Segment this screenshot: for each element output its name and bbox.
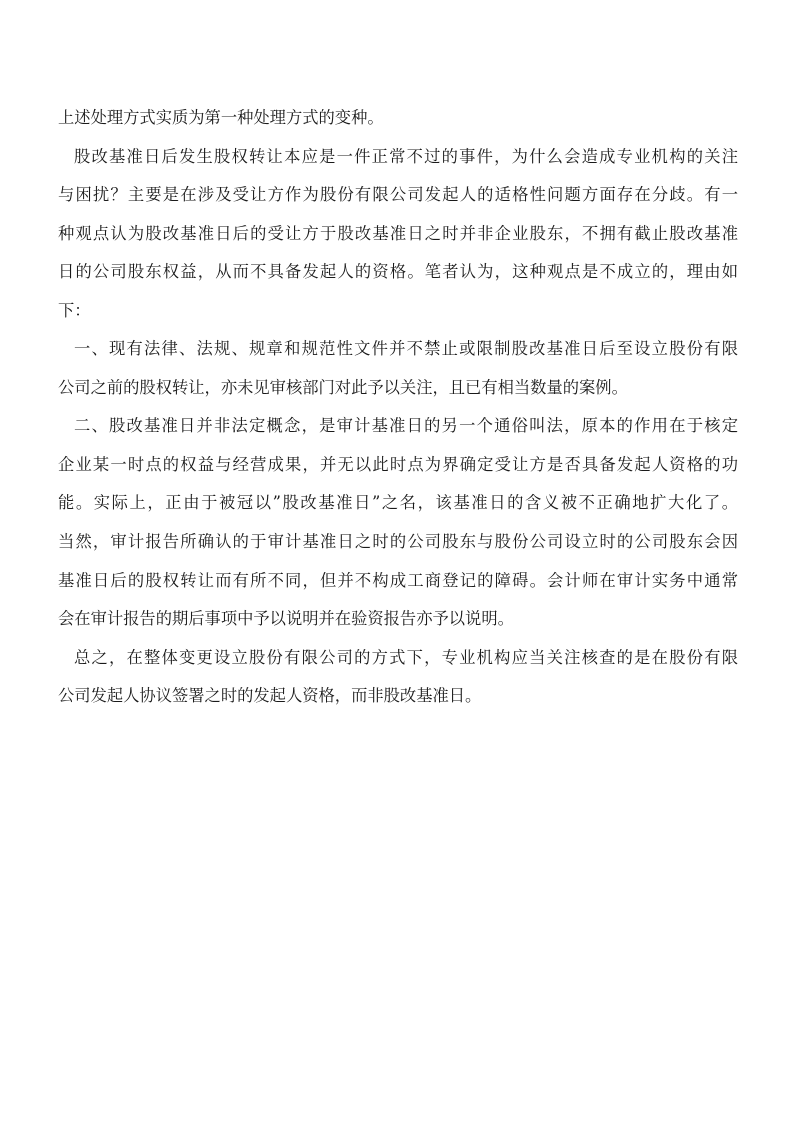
- text-line: 二、股改基准日并非法定概念，是审计基准日的另一个通俗叫法，原本的作用在于核定: [74, 416, 738, 436]
- text-line: 一、现有法律、法规、规章和规范性文件并不禁止或限制股改基准日后至设立股份有限: [74, 339, 738, 359]
- text-line: 基准日后的股权转让而有所不同，但并不构成工商登记的障碍。会计师在审计实务中通常: [58, 570, 738, 590]
- text-line: 下：: [58, 300, 91, 320]
- text-line: 当然，审计报告所确认的于审计基准日之时的公司股东与股份公司设立时的公司股东会因: [58, 532, 738, 552]
- text-line: 日的公司股东权益，从而不具备发起人的资格。笔者认为，这种观点是不成立的，理由如: [58, 262, 738, 282]
- text-line: 企业某一时点的权益与经营成果，并无以此时点为界确定受让方是否具备发起人资格的功: [58, 454, 738, 474]
- text-line: 上述处理方式实质为第一种处理方式的变种。: [58, 108, 384, 127]
- text-line: 与困扰？主要是在涉及受让方作为股份有限公司发起人的适格性问题方面存在分歧。有一: [58, 185, 738, 205]
- text-line: 会在审计报告的期后事项中予以说明并在验资报告亦予以说明。: [58, 609, 514, 629]
- text-line: 公司发起人协议签署之时的发起人资格，而非股改基准日。: [58, 686, 482, 706]
- text-line: 总之，在整体变更设立股份有限公司的方式下，专业机构应当关注核查的是在股份有限: [74, 647, 738, 667]
- text-line: 公司之前的股权转让，亦未见审核部门对此予以关注，且已有相当数量的案例。: [58, 377, 628, 397]
- text-line: 种观点认为股改基准日后的受让方于股改基准日之时并非企业股东，不拥有截止股改基准: [58, 223, 738, 243]
- text-line: 股改基准日后发生股权转让本应是一件正常不过的事件，为什么会造成专业机构的关注: [74, 146, 738, 166]
- text-line: 能。实际上，正由于被冠以”股改基准日”之名，该基准日的含义被不正确地扩大化了。: [58, 493, 738, 513]
- document-body: [58, 99, 738, 716]
